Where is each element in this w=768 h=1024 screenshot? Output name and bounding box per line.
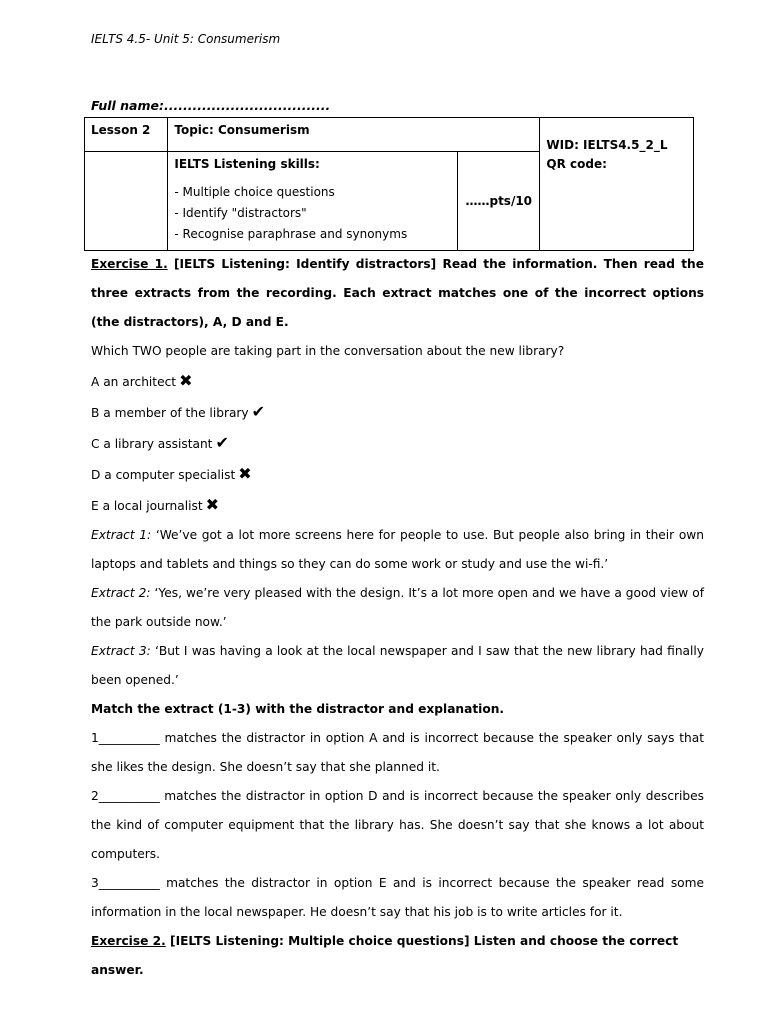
exercise-2-instruction <box>91 927 704 985</box>
option-text: B a member of the library <box>91 406 249 420</box>
option-b <box>91 397 704 428</box>
check-icon: ✔ <box>215 433 229 452</box>
option-text: E a local journalist <box>91 499 203 513</box>
match-item-2[interactable]: 2__________ matches the distractor in option D and is incorrect because the speaker only describes the kind of computer equipment that the library has. She doesn’t say that she knows a lot about computers. <box>91 789 704 861</box>
option-text: D a computer specialist <box>91 468 236 482</box>
match-heading: Match the extract (1-3) with the distractor and explanation. <box>91 702 505 716</box>
extract-label: Extract 3: <box>91 644 151 658</box>
option-c <box>91 428 704 459</box>
exercise-1-question: Which TWO people are taking part in the conversation about the new library? <box>91 344 565 358</box>
extract-text: ‘We’ve got a lot more screens here for people to use. But people also bring in their own laptops and tablets and things so they can do some work or study and use the wi-fi.’ <box>91 528 704 571</box>
match-item-1[interactable]: 1__________ matches the distractor in option A and is incorrect because the speaker only says that she likes the design. She doesn’t say that she planned it. <box>91 731 704 774</box>
extract-text: ‘Yes, we’re very pleased with the design. It’s a lot more open and we have a good view of the park outside now.’ <box>91 586 704 629</box>
cross-icon: ✖ <box>238 464 252 483</box>
option-text: A an architect <box>91 375 177 389</box>
extract-2 <box>91 579 704 637</box>
skill-item: - Recognise paraphrase and synonyms <box>174 227 408 241</box>
option-text: C a library assistant <box>91 437 213 451</box>
extract-label: Extract 1: <box>91 528 152 542</box>
topic-cell: Topic: Consumerism <box>168 118 540 152</box>
extract-label: Extract 2: <box>91 586 151 600</box>
empty-cell <box>85 152 168 251</box>
cross-icon: ✖ <box>205 495 220 514</box>
skills-cell <box>168 152 458 251</box>
points-cell: ……pts/10 <box>458 152 540 251</box>
check-icon: ✔ <box>251 402 266 421</box>
skills-title: IELTS Listening skills: <box>174 157 320 171</box>
skill-item: - Identify "distractors" <box>174 206 307 220</box>
exercise-1-label: Exercise 1. <box>91 257 168 271</box>
lesson-cell: Lesson 2 <box>85 118 168 152</box>
extract-1 <box>91 521 704 579</box>
worksheet-content <box>91 250 704 985</box>
option-e <box>91 490 704 521</box>
exercise-2-text: [IELTS Listening: Multiple choice questions] Listen and choose the correct answer. <box>91 934 679 977</box>
skill-item: - Multiple choice questions <box>174 185 335 199</box>
match-item-3[interactable]: 3__________ matches the distractor in option E and is incorrect because the speaker read some information in the local newspaper. He doesn’t say that his job is to write articles for it. <box>91 876 704 919</box>
extract-3 <box>91 637 704 695</box>
option-a <box>91 366 704 397</box>
option-d <box>91 459 704 490</box>
wid-cell <box>540 118 694 251</box>
exercise-1-instruction <box>91 250 704 337</box>
full-name-field[interactable]: Full name:................................... <box>91 98 331 113</box>
exercise-1-text: [IELTS Listening: Identify distractors] Read the information. Then read the three extracts from the recording. Each extract matches one of the incorrect options (the distractors), A, D and E. <box>91 257 704 329</box>
wid-label: WID: IELTS4.5_2_L <box>546 138 668 152</box>
cross-icon: ✖ <box>179 371 193 390</box>
extract-text: ‘But I was having a look at the local newspaper and I saw that the new library had finally been opened.’ <box>91 644 704 687</box>
worksheet-header: IELTS 4.5- Unit 5: Consumerism <box>91 32 281 46</box>
exercise-2-label: Exercise 2. <box>91 934 166 948</box>
lesson-info-table <box>84 117 694 251</box>
qr-code-label: QR code: <box>546 157 607 171</box>
